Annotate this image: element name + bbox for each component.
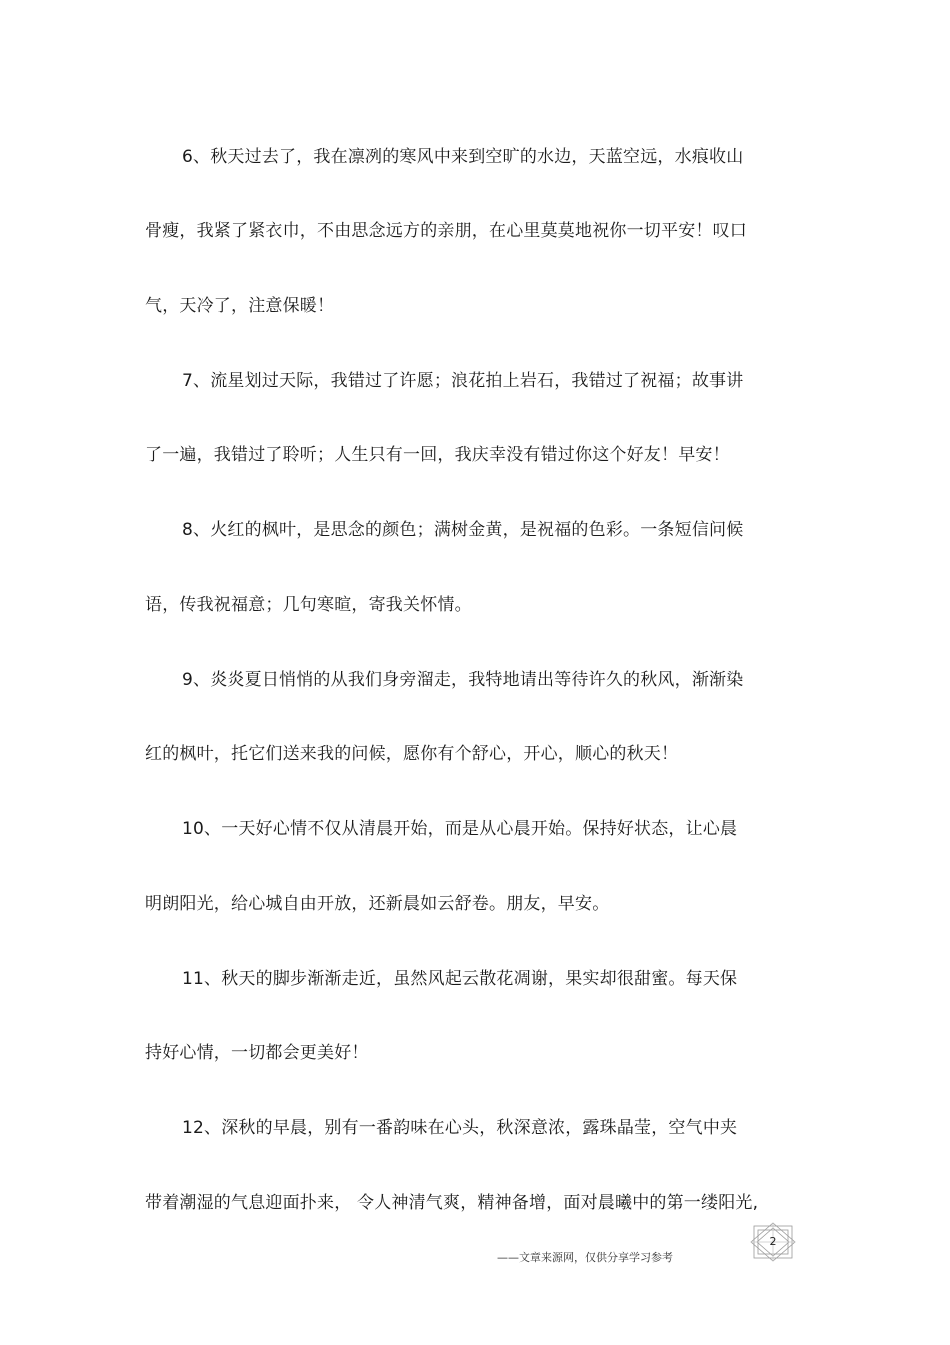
- paragraph-6-line-3: 气，天冷了，注意保暖！: [145, 296, 335, 316]
- paragraph-11-line-1: 11、秋天的脚步渐渐走近，虽然风起云散花凋谢，果实却很甜蜜。每天保: [182, 969, 738, 989]
- paragraph-6-line-2: 骨瘦，我紧了紧衣巾，不由思念远方的亲朋，在心里莫莫地祝你一切平安！叹口: [145, 221, 747, 241]
- paragraph-10-line-1: 10、一天好心情不仅从清晨开始，而是从心晨开始。保持好状态，让心晨: [182, 819, 738, 839]
- page-number: 2: [769, 1235, 777, 1248]
- paragraph-7-line-1: 7、流星划过天际，我错过了许愿；浪花拍上岩石，我错过了祝福；故事讲: [182, 371, 744, 391]
- paragraph-12-line-1: 12、深秋的早晨，别有一番韵味在心头，秋深意浓，露珠晶莹，空气中夹: [182, 1118, 738, 1138]
- footer-source-note: ——文章来源网，仅供分享学习参考: [497, 1251, 673, 1264]
- paragraph-12-line-2: 带着潮湿的气息迎面扑来， 令人神清气爽，精神备增，面对晨曦中的第一缕阳光,: [145, 1193, 759, 1213]
- page-number-badge: [748, 1222, 798, 1262]
- paragraph-11-line-2: 持好心情，一切都会更美好！: [145, 1043, 369, 1063]
- paragraph-7-line-2: 了一遍，我错过了聆听；人生只有一回，我庆幸没有错过你这个好友！早安！: [145, 445, 730, 465]
- paragraph-6-line-1: 6、秋天过去了，我在凛冽的寒风中来到空旷的水边，天蓝空远，水痕收山: [182, 147, 744, 167]
- paragraph-9-line-2: 红的枫叶，托它们送来我的问候，愿你有个舒心，开心，顺心的秋天！: [145, 744, 679, 764]
- paragraph-8-line-1: 8、火红的枫叶，是思念的颜色；满树金黄，是祝福的色彩。一条短信问候: [182, 520, 744, 540]
- paragraph-9-line-1: 9、炎炎夏日悄悄的从我们身旁溜走，我特地请出等待许久的秋风，渐渐染: [182, 670, 744, 690]
- paragraph-8-line-2: 语，传我祝福意；几句寒暄，寄我关怀情。: [145, 595, 472, 615]
- paragraph-10-line-2: 明朗阳光，给心城自由开放，还新晨如云舒卷。朋友，早安。: [145, 894, 610, 914]
